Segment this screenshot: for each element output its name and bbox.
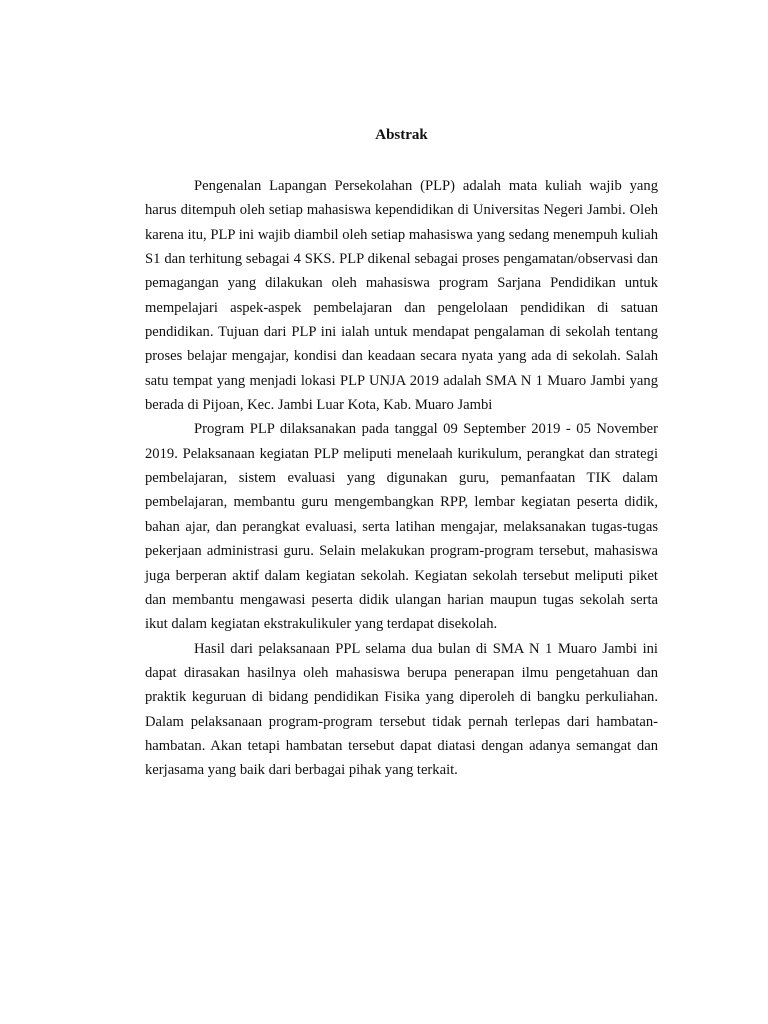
paragraph-3: Hasil dari pelaksanaan PPL selama dua bulan di SMA N 1 Muaro Jambi ini dapat dirasakan hasilnya oleh mahasiswa berupa penerapan ilmu pengetahuan dan praktik keguruan di bidang pendidikan Fisika yang diperoleh di bangku perkuliahan. Dalam pelaksanaan program-program tersebut tidak pernah terlepas dari hambatan-hambatan. Akan tetapi hambatan tersebut dapat diatasi dengan adanya semangat dan kerjasama yang baik dari berbagai pihak yang terkait. xyxy=(145,640,658,779)
document-page xyxy=(145,123,658,783)
paragraph-2: Program PLP dilaksanakan pada tanggal 09 September 2019 - 05 November 2019. Pelaksanaan kegiatan PLP meliputi menelaah kurikulum, perangkat dan strategi pembelajaran, sistem evaluasi yang digunakan guru, pemanfaatan TIK dalam pembelajaran, membantu guru mengembangkan RPP, lembar kegiatan peserta didik, bahan ajar, dan perangkat evaluasi, serta latihan mengajar, melaksanakan tugas-tugas pekerjaan administrasi guru. Selain melakukan program-program tersebut, mahasiswa juga berperan aktif dalam kegiatan sekolah. Kegiatan sekolah tersebut meliputi piket dan membantu mengawasi peserta didik ulangan harian maupun tugas sekolah serta ikut dalam kegiatan ekstrakulikuler yang terdapat disekolah. xyxy=(145,421,658,633)
paragraph-1: Pengenalan Lapangan Persekolahan (PLP) adalah mata kuliah wajib yang harus ditempuh oleh setiap mahasiswa kependidikan di Universitas Negeri Jambi. Oleh karena itu, PLP ini wajib diambil oleh setiap mahasiswa yang sedang menempuh kuliah S1 dan terhitung sebagai 4 SKS. PLP dikenal sebagai proses pengamatan/observasi dan pemagangan yang dilakukan oleh mahasiswa program Sarjana Pendidikan untuk mempelajari aspek-aspek pembelajaran dan pengelolaan pendidikan di satuan pendidikan. Tujuan dari PLP ini ialah untuk mendapat pengalaman di sekolah tentang proses belajar mengajar, kondisi dan keadaan secara nyata yang ada di sekolah. Salah satu tempat yang menjadi lokasi PLP UNJA 2019 adalah SMA N 1 Muaro Jambi yang berada di Pijoan, Kec. Jambi Luar Kota, Kab. Muaro Jambi xyxy=(145,178,658,414)
page-title: Abstrak xyxy=(375,127,428,143)
